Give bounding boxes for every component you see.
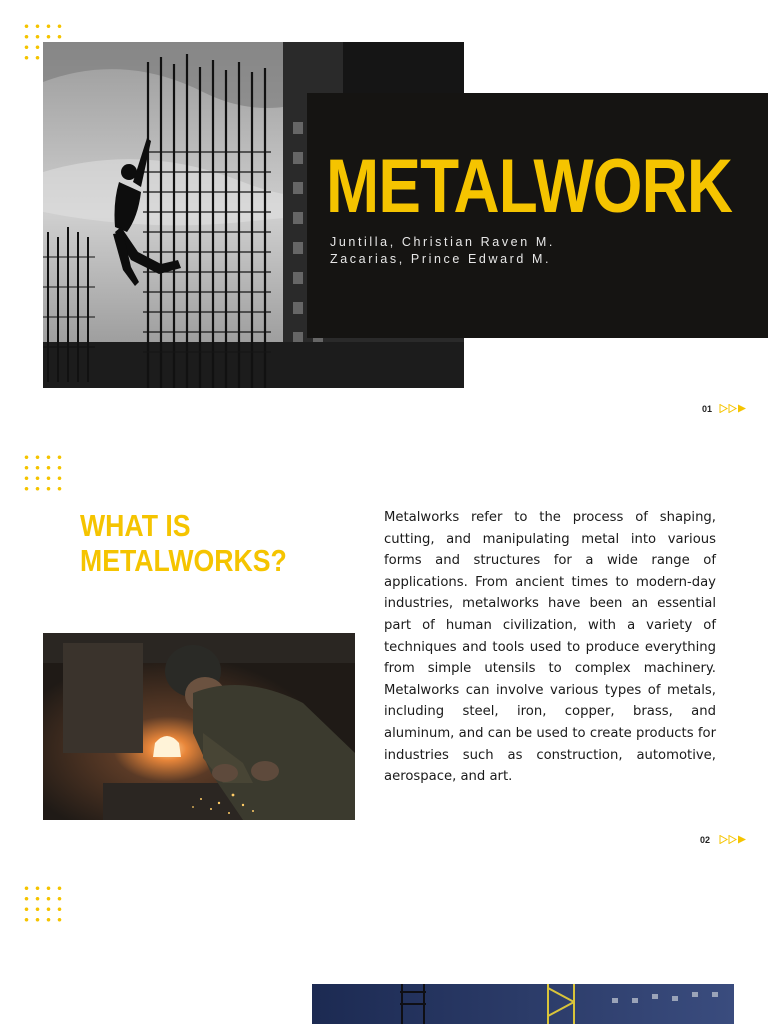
- page-number: 01: [702, 404, 713, 414]
- author-1: Juntilla, Christian Raven M.: [330, 235, 555, 249]
- section-heading-line2: METALWORKS?: [80, 543, 287, 578]
- section-heading: [80, 508, 287, 578]
- page-number: 02: [700, 835, 711, 845]
- decorative-dot-grid: [21, 452, 65, 496]
- author-2: Zacarias, Prince Edward M.: [330, 252, 552, 266]
- next-arrows-icon: [719, 835, 749, 844]
- next-arrows-icon: [719, 404, 749, 413]
- author-list: [330, 234, 555, 268]
- section-body-text: Metalworks refer to the process of shaping, cutting, and manipulating metal into various forms and structures for a wide range of applications. From ancient times to modern-day industries, metalworks have been an essential part of human civilization, with a variety of techniques and tools used to produce everything from simple utensils to complex machinery. Metalworks can involve various types of metals, including steel, iron, copper, brass, and aluminum, and can be used to create products for industries such as construction, automotive, aerospace, and art.: [384, 510, 716, 785]
- section-heading-line1: WHAT IS: [80, 508, 191, 543]
- decorative-dot-grid: [21, 883, 65, 927]
- night-construction-image: [312, 984, 734, 1024]
- cover-title: METALWORK: [326, 144, 733, 229]
- welding-workshop-image: [43, 633, 355, 820]
